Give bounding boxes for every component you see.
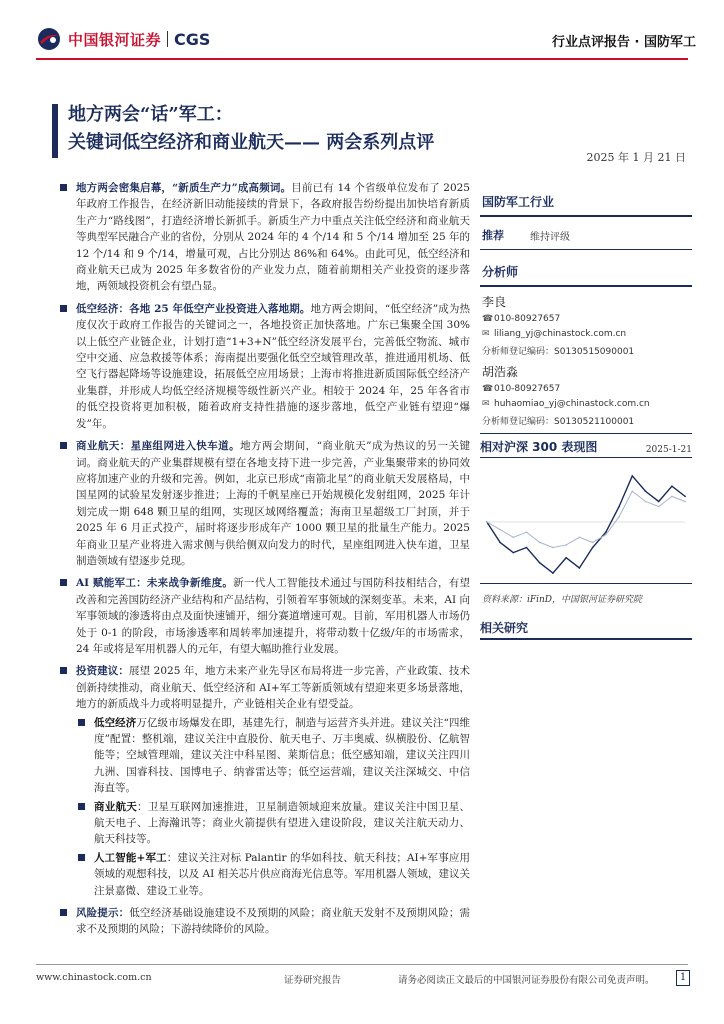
chart-point — [684, 501, 686, 503]
paragraph-lead: AI 赋能军工：未来战争新维度。 — [76, 577, 234, 590]
related-research-heading: 相关研究 — [480, 621, 529, 635]
chart-point — [631, 490, 633, 492]
report-date: 2025 年 1 月 21 日 — [586, 151, 686, 164]
page-header — [36, 22, 696, 56]
bullet-icon — [60, 579, 67, 586]
analyst-heading: 分析师 — [482, 265, 519, 279]
bullet-icon — [60, 909, 67, 916]
title-accent-bar — [52, 104, 58, 158]
chart-point — [658, 506, 660, 508]
paragraph-text: 目前已有 14 个省级单位发布了 2025 年政府工作报告，在经济新旧动能接续的背景下，各政府报告纷纷提出加快培育新质生产力“路线图”，打造经济增长新抓手。新质生产力中重点关注低空经济和商业航天等典型军民融合产业的省份，分别从 2024 年的 4 个/14 和 5 个/14 增加至 25 年的 12 个/14 和 9 个/14，增量可观，占比分别达 86%和 64%。由此可见，低空经济和商业航天已成为 2025 年多数省份的产业发力点，随着前期相关产业投资的逐步落地，两领域投资机会有望凸显。 — [76, 182, 470, 293]
chart-point — [539, 542, 541, 544]
paragraph-commercial-space — [58, 438, 470, 569]
email-icon: ✉ — [482, 399, 490, 409]
chart-point — [658, 501, 660, 503]
chart-point — [526, 531, 528, 533]
chart-point — [671, 496, 673, 498]
chart-point — [645, 490, 647, 492]
footer-website[interactable]: www.chinastock.com.cn — [36, 972, 152, 983]
chart-point — [671, 485, 673, 487]
chart-point — [605, 531, 607, 533]
paragraph-text: 展望 2025 年，地方未来产业先导区布局将进一步完善，产业政策、技术创新持续推动，商业航天、低空经济和 AI+军工等新质领域有望迎来更多场景落地，地方的新质战斗力或将明显提升，产业链相关企业有望受益。 — [76, 665, 470, 711]
sidebar-divider — [480, 285, 692, 287]
analyst-cert: 分析师登记编码：S0130515090001 — [482, 347, 635, 357]
page-number: 1 — [676, 970, 690, 986]
title-line-2: 关键词低空经济和商业航天—— 两会系列点评 — [68, 132, 435, 153]
chart-header — [480, 438, 692, 455]
chart-point — [592, 542, 594, 544]
sub-item-text: ：卫星互联网加速推进，卫星制造领域迎来放量。建议关注中国卫星、航天电子、上海瀚讯等；商业火箭提供有望进入建设阶段，建议关注航天动力、航天科技等。 — [94, 800, 470, 846]
sidebar-divider — [480, 638, 692, 640]
brand-divider — [167, 31, 168, 47]
chart-point — [499, 529, 501, 531]
chart-point — [684, 496, 686, 498]
performance-chart — [480, 466, 692, 584]
analyst-email[interactable]: ✉ huhaomiao_yj@chinastock.com.cn — [482, 399, 650, 409]
chart-point — [486, 521, 488, 523]
rating-row — [480, 221, 692, 250]
paragraph-ai-military — [58, 575, 470, 657]
bullet-icon — [60, 667, 67, 674]
bullet-icon — [60, 305, 67, 312]
paragraph-text: 地方两会期间，“商业航天”成为热议的另一关键词。商业航天的产业集群规模有望在各地支持下进一步完善，产业集聚带来的协同效应将加速产业的升级和完善。例如，北京已形成“南箭北星”的商业航天发展格局，中国星网的试验星发射逐步推进；上海的千帆星座已开始规模化发射组网，2025 年计划完成一期 648 颗卫星的组网，实现区域网络覆盖；海南卫星超级工厂封顶，并于 2025 年 6 月正式投产，届时将逐步形成年产 1000 颗卫星的批量生产能力。2025 年商业卫星产业将进入需求侧与供给侧双向发力的时代，星座组网进入快车道，卫星制造领域有望逐步兑现。 — [76, 440, 470, 567]
chart-point — [552, 547, 554, 549]
analyst-name: 李良 — [482, 295, 507, 309]
bullet-icon — [60, 442, 67, 449]
sub-item-low-altitude — [58, 715, 470, 797]
paragraph-lead: 投资建议： — [76, 665, 130, 678]
footer-disclaimer: 请务必阅读正文最后的中国银河证券股份有限公司免责声明。 — [398, 975, 655, 986]
chart-point — [618, 506, 620, 508]
paragraph-two-sessions — [58, 180, 470, 295]
industry-title: 国防军工行业 — [482, 195, 555, 209]
chart-point — [552, 572, 554, 574]
sub-item-lead: 人工智能+军工 — [94, 851, 167, 864]
analyst-card — [480, 293, 692, 357]
sub-item-text: 万亿级市场爆发在即，基建先行，制造与运营齐头并进。建议关注“四维度”配置：整机端，建议关注中直股份、航天电子、万丰奥威、纵横股份、亿航智能等；空域管理端，建议关注中科星图、莱斯信息；低空感知端，建议关注四川九洲、国睿科技、国博电子、纳睿雷达等；低空运营端，建议关注深城交、中信海直等。 — [94, 716, 470, 795]
rating-label: 推荐 — [482, 229, 504, 242]
sub-item-ai-military — [58, 850, 470, 899]
sidebar-divider — [480, 215, 692, 217]
paragraph-text: 新一代人工智能技术通过与国防科技相结合，有望改善和完善国防经济产业结构和产品结构，引领着军事领域的深刻变革。未来，AI 向军事领域的渗透将由点及面快速铺开，细分赛道增速可观。目前，军用机器人市场仍处于 0-1 的阶段，市场渗透率和周转率加速提升，将带动数十亿级/年的市场需求，24 年或将是军用机器人的元年，有望大幅助推行业发展。 — [76, 577, 471, 655]
chart-point — [631, 475, 633, 477]
chart-point — [499, 542, 501, 544]
analyst-cert: 分析师登记编码：S0130521100001 — [482, 417, 635, 427]
chart-date: 2025-1-21 — [645, 445, 692, 455]
chart-point — [645, 501, 647, 503]
sub-bullet-icon — [78, 803, 85, 810]
chart-series-line — [487, 476, 685, 573]
chart-point — [579, 567, 581, 569]
chart-point — [605, 534, 607, 536]
analyst-email[interactable]: ✉ liliang_yj@chinastock.com.cn — [482, 329, 627, 339]
sub-item-lead: 商业航天 — [94, 800, 137, 813]
sub-item-lead: 低空经济 — [94, 716, 137, 729]
paragraph-low-altitude — [58, 301, 470, 432]
paragraph-investment — [58, 663, 470, 712]
analyst-phone: ☎ 010-80927657 — [482, 384, 561, 394]
paragraph-lead: 地方两会密集启幕，“新质生产力”成高频词。 — [76, 182, 292, 194]
email-icon: ✉ — [482, 329, 490, 339]
brand-logo — [36, 22, 210, 56]
chart-point — [526, 547, 528, 549]
analyst-phone: ☎ 010-80927657 — [482, 314, 561, 324]
analyst-name: 胡浩淼 — [482, 365, 519, 379]
galaxy-logo-icon — [36, 26, 62, 52]
chart-point — [579, 536, 581, 538]
chart-source: 资料来源：iFinD，中国银河证券研究院 — [482, 595, 643, 605]
chart-title: 相对沪深 300 表现图 — [480, 440, 598, 454]
paragraph-text: 低空经济基础设施建设不及预期的风险；商业航天发射不及预期风险；需求不及预期的风险；下游持续降价的风险。 — [76, 907, 471, 936]
rating-value: 维持评级 — [530, 232, 570, 243]
brand-name-en: CGS — [174, 29, 211, 49]
chart-point — [539, 562, 541, 564]
chart-point — [592, 547, 594, 549]
sidebar-divider — [480, 457, 692, 458]
report-type: 行业点评报告 · 国防军工 — [552, 35, 696, 50]
footer-center: 证券研究报告 — [284, 975, 342, 986]
sub-item-commercial-space — [58, 799, 470, 848]
main-content — [58, 180, 470, 944]
sub-bullet-icon — [78, 719, 85, 726]
chart-point — [618, 516, 620, 518]
paragraph-risk — [58, 905, 470, 938]
chart-point — [512, 552, 514, 554]
sidebar-divider — [480, 433, 692, 434]
sub-bullet-icon — [78, 854, 85, 861]
chart-point — [512, 536, 514, 538]
brand-name-cn: 中国银河证券 — [68, 30, 162, 49]
chart-point — [565, 544, 567, 546]
sub-item-text: ：建议关注对标 Palantir 的华如科技、航天科技；AI+军事应用领域的观想科技，以及 AI 相关芯片供应商海光信息等。军用机器人领域，建议关注景嘉微、建设工业等。 — [94, 851, 470, 897]
paragraph-lead: 风险提示： — [76, 907, 130, 920]
footer-divider — [36, 964, 688, 965]
paragraph-lead: 低空经济：各地 25 年低空产业投资进入落地期。 — [76, 302, 311, 315]
title-line-1: 地方两会“话”军工： — [68, 104, 233, 125]
sidebar — [480, 180, 692, 644]
chart-point — [565, 557, 567, 559]
phone-icon: ☎ — [482, 314, 494, 324]
bullet-icon — [60, 184, 67, 191]
header-divider — [36, 58, 688, 60]
analyst-card — [480, 363, 692, 427]
phone-icon: ☎ — [482, 384, 494, 394]
paragraph-lead: 商业航天：星座组网进入快车道。 — [76, 440, 241, 453]
paragraph-text: 地方两会期间，“低空经济”成为热度仅次于政府工作报告的关键词之一，各地投资正加快落地。广东已集聚全国 30%以上低空产业链企业，计划打造“1+3+N”低空经济发展平台，完善低空物流、城市空中交通、应急救援等体系；海南提出要强化低空空域管理改革，推进通用机场、低空飞行器起降场等设施建设，拓展低空应用场景；上海市将推进新质国际低空经济产业集群，并形成人均低空经济规模等级性新兴产业。相较于 2024 年，25 年各省市的低空投资将更加积极，随着政府支持性措施的逐步落地，低空产业链有望迎“爆发”年。 — [76, 302, 470, 430]
